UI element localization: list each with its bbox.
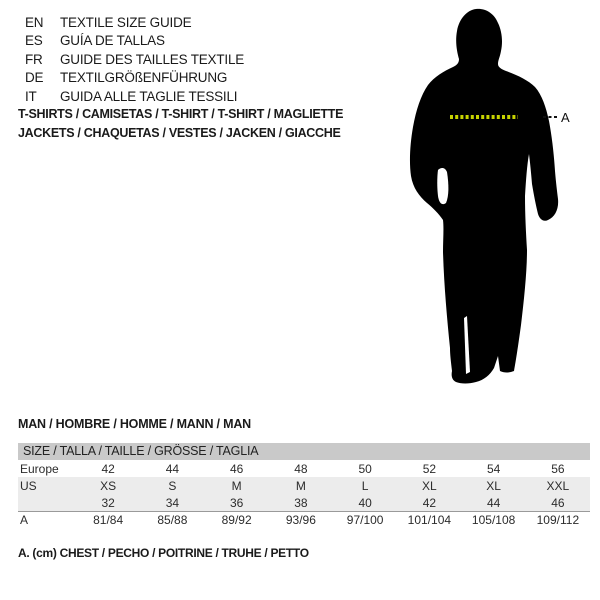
size-table — [18, 443, 590, 528]
category-line-tshirts: T-SHIRTS / CAMISETAS / T-SHIRT / T-SHIRT / MAGLIETTE — [18, 107, 344, 121]
cell: S — [168, 478, 177, 493]
cell: 44 — [165, 461, 180, 476]
table-row-chest-a — [18, 511, 590, 528]
man-silhouette — [410, 9, 558, 384]
row-label: US — [20, 478, 37, 493]
language-label: GUIDE DES TAILLES TEXTILE — [60, 51, 245, 67]
language-label: TEXTILGRÖßENFÜHRUNG — [60, 70, 228, 86]
measurement-label-a: A — [561, 110, 570, 125]
table-row-us — [18, 477, 590, 494]
section-title-man: MAN / HOMBRE / HOMME / MANN / MAN — [18, 417, 251, 431]
cell: 89/92 — [221, 513, 252, 527]
cell: 36 — [229, 495, 244, 510]
cell: 52 — [422, 461, 437, 476]
cell: 42 — [101, 461, 115, 476]
language-code: FR — [25, 51, 43, 67]
cell: 40 — [358, 495, 372, 510]
row-label: A — [20, 513, 29, 527]
cell: 46 — [551, 495, 565, 510]
cell: 105/108 — [471, 513, 516, 527]
cell: 44 — [486, 495, 501, 510]
cell: 48 — [294, 461, 308, 476]
language-label: GUÍA DE TALLAS — [60, 33, 165, 49]
cell: XL — [422, 478, 437, 493]
cell: 54 — [486, 461, 501, 476]
language-label: GUIDA ALLE TAGLIE TESSILI — [60, 88, 238, 104]
cell: XXL — [546, 478, 570, 493]
language-code: DE — [25, 70, 44, 86]
table-header-size: SIZE / TALLA / TAILLE / GRÖSSE / TAGLIA — [18, 443, 590, 460]
cell: 101/104 — [407, 513, 452, 527]
cell: 97/100 — [346, 513, 384, 527]
cell: 93/96 — [285, 513, 316, 527]
footnote-chest: A. (cm) CHEST / PECHO / POITRINE / TRUHE / PETTO — [18, 546, 309, 560]
cell: 42 — [422, 495, 437, 510]
cell: M — [295, 478, 306, 493]
language-code: IT — [25, 88, 37, 104]
table-row-numeric — [18, 494, 590, 511]
cell: 81/84 — [93, 513, 124, 527]
language-code: EN — [25, 14, 44, 30]
language-code: ES — [25, 33, 43, 49]
cell: 46 — [229, 461, 244, 476]
language-label: TEXTILE SIZE GUIDE — [60, 14, 192, 30]
arm-body-gap — [437, 168, 448, 204]
cell: 32 — [101, 495, 115, 510]
cell: 34 — [165, 495, 180, 510]
cell: XL — [486, 478, 501, 493]
cell: 56 — [551, 461, 565, 476]
cell: 50 — [358, 461, 372, 476]
cell: 109/112 — [536, 513, 580, 527]
cell: 85/88 — [157, 513, 188, 527]
cell: L — [361, 478, 369, 493]
category-line-jackets: JACKETS / CHAQUETAS / VESTES / JACKEN / GIACCHE — [18, 126, 341, 140]
cell: M — [231, 478, 242, 493]
cell: 38 — [294, 495, 308, 510]
cell: XS — [100, 478, 117, 493]
row-label: Europe — [20, 461, 59, 476]
table-row-europe — [18, 460, 590, 477]
